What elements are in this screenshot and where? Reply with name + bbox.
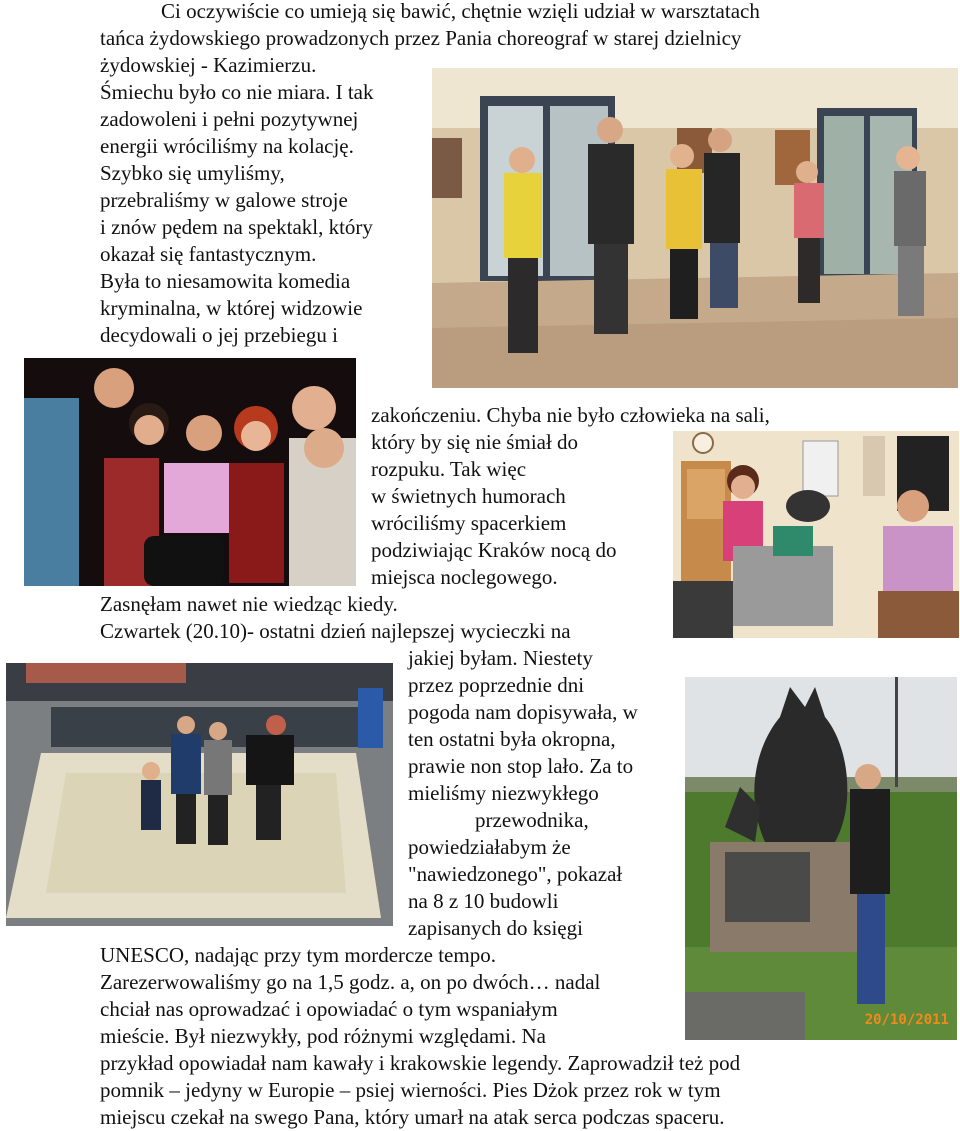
text-line: jakiej byłam. Niestety <box>408 646 593 670</box>
text-line: wróciliśmy spacerkiem <box>371 511 567 535</box>
photo-date-stamp: 20/10/2011 <box>864 1012 949 1028</box>
text-line: Zasnęłam nawet nie wiedząc kiedy. <box>100 592 398 616</box>
text-line: Ci oczywiście co umieją się bawić, chętnie wzięli udział w warsztatach <box>161 0 760 23</box>
text-line: przebraliśmy w galowe stroje <box>100 188 348 212</box>
text-line: chciał nas oprowadzać i opowiadać o tym wspaniałym <box>100 997 558 1021</box>
text-line: pomnik – jedyny w Europie – psiej wierności. Pies Dżok przez rok w tym <box>100 1078 721 1102</box>
text-line: powiedziałabym że <box>408 835 571 859</box>
text-line: Śmiechu było co nie miara. I tak <box>100 80 374 104</box>
text-line: Szybko się umyliśmy, <box>100 161 285 185</box>
text-line: zakończeniu. Chyba nie było człowieka na sali, <box>371 403 770 427</box>
text-line: kryminalna, w której widzowie <box>100 296 363 320</box>
text-line: "nawiedzonego", pokazał <box>408 862 623 886</box>
text-line: Czwartek (20.10)- ostatni dzień najlepszej wycieczki na <box>100 619 571 643</box>
photo-dog-monument <box>685 677 957 1040</box>
text-line: Zarezerwowaliśmy go na 1,5 godz. a, on po dwóch… nadal <box>100 970 601 994</box>
text-line: decydowali o jej przebiegu i <box>100 323 338 347</box>
text-line: mieście. Był niezwykły, pod różnymi względami. Na <box>100 1024 546 1048</box>
text-line: okazał się fantastycznym. <box>100 242 317 266</box>
text-line: mieliśmy niezwykłego <box>408 781 599 805</box>
text-line: miejsca noclegowego. <box>371 565 558 589</box>
text-line: żydowskiej - Kazimierzu. <box>100 53 317 77</box>
text-line: tańca żydowskiego prowadzonych przez Pania choreograf w starej dzielnicy <box>100 26 742 50</box>
photo-dance-workshop <box>432 68 958 388</box>
text-line: przez poprzednie dni <box>408 673 585 697</box>
text-line: energii wróciliśmy na kolację. <box>100 134 354 158</box>
text-line: podziwiając Kraków nocą do <box>371 538 617 562</box>
photo-theatre-show <box>24 358 356 586</box>
text-line: zadowoleni i pełni pozytywnej <box>100 107 359 131</box>
text-line: pogoda nam dopisywała, w <box>408 700 638 724</box>
text-line: zapisanych do księgi <box>408 916 583 940</box>
photo-salon-scene <box>673 431 959 638</box>
text-line: przykład opowiadał nam kawały i krakowskie legendy. Zaprowadził też pod <box>100 1051 741 1075</box>
photo-floor-map <box>6 663 393 926</box>
text-line: na 8 z 10 budowli <box>408 889 559 913</box>
text-line: ten ostatni była okropna, <box>408 727 616 751</box>
text-line: Była to niesamowita komedia <box>100 269 351 293</box>
text-line: który by się nie śmiał do <box>371 430 579 454</box>
text-line: w świetnych humorach <box>371 484 566 508</box>
text-line: prawie non stop lało. Za to <box>408 754 634 778</box>
text-line: miejscu czekał na swego Pana, który umarł na atak serca podczas spaceru. <box>100 1105 725 1129</box>
text-line: przewodnika, <box>475 808 589 832</box>
text-line: rozpuku. Tak więc <box>371 457 527 481</box>
text-line: UNESCO, nadając przy tym mordercze tempo. <box>100 943 496 967</box>
text-line: i znów pędem na spektakl, który <box>100 215 373 239</box>
